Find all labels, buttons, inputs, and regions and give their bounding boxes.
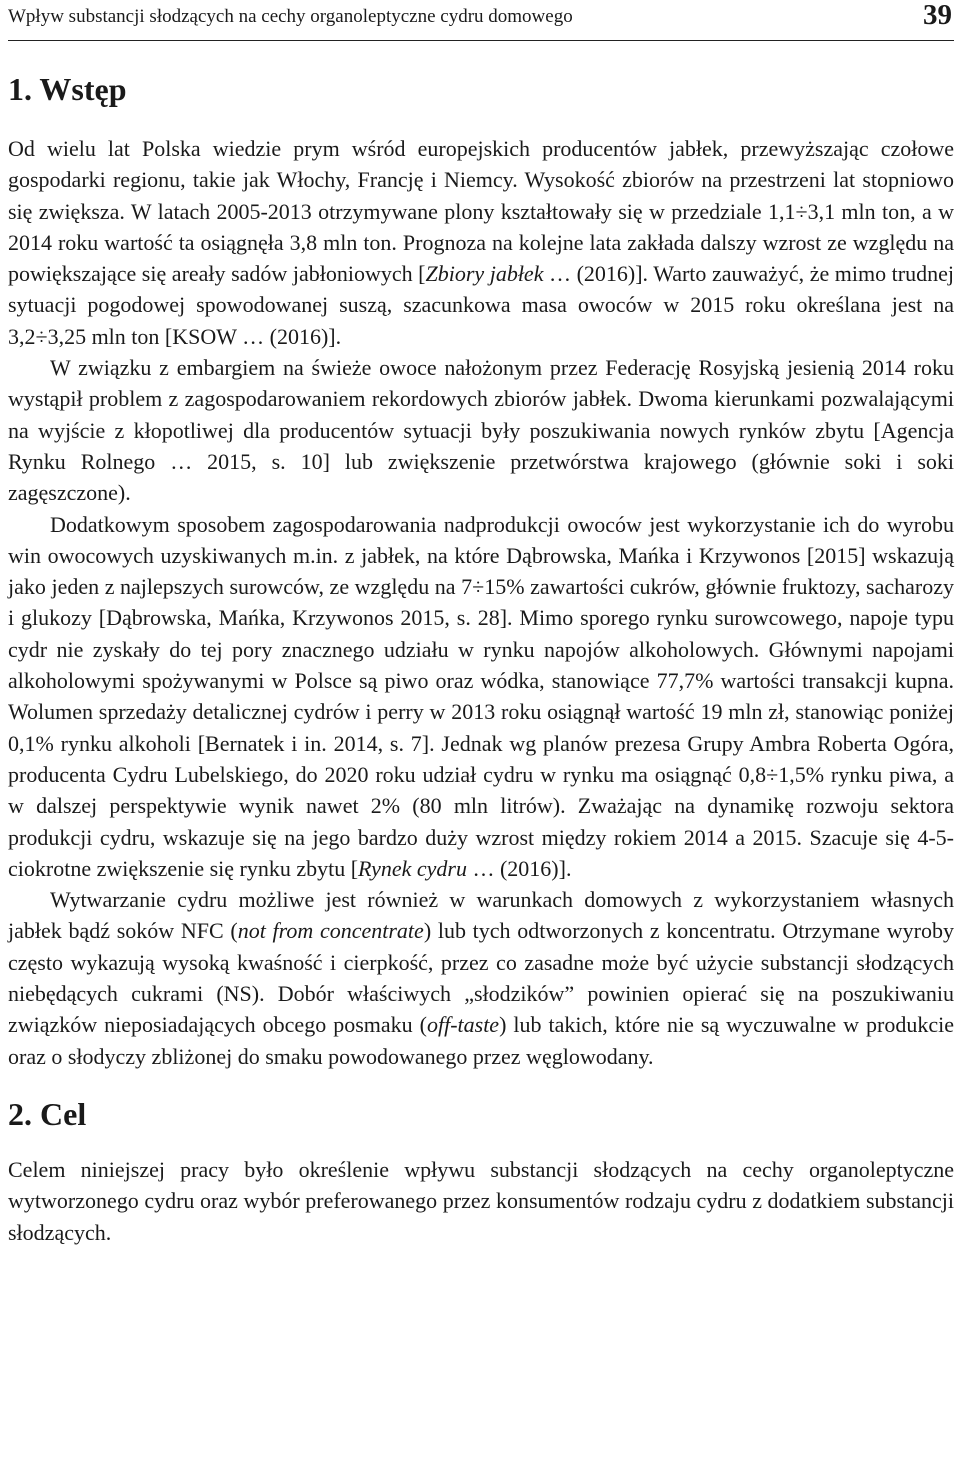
paragraph-introduction-2: W związku z embargiem na świeże owoce nałożonym przez Federację Rosyjską jesienią 2014 roku wystąpił problem z zagospodarowaniem rekordowych zbiorów jabłek. Dwoma kierunkami pozwalającymi na wyjście z kłopotliwej dla producentów sytuacji były poszukiwania nowych rynków zbytu [Agencja Rynku Rolnego … 2015, s. 10] lub zwiększenie przetwórstwa krajowego (głównie soki i soki zagęszczone). [8,355,954,506]
paragraph-text: ) lub takich, które nie są wyczuwalne w produkcie oraz o słodyczy zbliżonej do smaku powodowanego przez węglowodany. [8,1012,954,1069]
paragraph-text: Wytwarzanie cydru możliwe jest również w warunkach domowych z wykorzystaniem własnych jabłek bądź soków NFC ( [8,887,954,944]
paragraph-text: Od wielu lat Polska wiedzie prym wśród europejskich producentów jabłek, przewyższając czołowe gospodarki regionu, takie jak Włochy, Francję i Niemcy. Wysokość zbiorów na przestrzeni lat stopniowo się zwiększa. W latach 2005-2013 otrzymywane plony kształtowały się w przedziale 1,1÷3,1 mln ton, a w 2014 roku wartość ta osiągnęła 3,8 mln ton. Prognoza na kolejne lata zakłada dalszy wzrost ze względu na powiększające się areały sadów jabłoniowych [ [8,136,954,287]
paragraph-text: … (2016)]. [466,855,572,881]
term-italic: off-taste [426,1012,500,1038]
paragraph-aim: Celem niniejszej pracy było określenie wpływu substancji słodzących na cechy organoleptyczne wytworzonego cydru oraz wybór preferowanego przez konsumentów rodzaju cydru z dodatkiem substancji słodzących. [8,1156,954,1245]
paragraph-introduction-4 [8,884,954,1072]
citation-italic: Zbiory jabłek [425,261,544,287]
term-italic: not from concentrate [237,918,424,944]
citation-italic: Rynek cydru [358,855,467,881]
running-title: Wpływ substancji słodzących na cechy organoleptyczne cydru domowego [8,6,573,27]
section-heading-aim: 2. Cel [8,1095,87,1132]
paragraph-text: ) lub tych odtworzonych z koncentratu. Otrzymane wyroby często wykazują wysoką kwaśność i cierpkość, przez co zasadne może być użycie substancji słodzących niebędących cukrami (NS). Dobór właściwych „słodzików” powinien opierać się na poszukiwaniu związków nieposiadających obcego posmaku ( [8,918,954,1038]
paragraph-introduction-3 [8,509,954,885]
paragraph-text: … (2016)]. Warto zauważyć, że mimo trudnej sytuacji pogodowej spowodowanej suszą, szacunkowa masa owoców w 2015 roku określana jest na 3,2÷3,25 mln ton [KSOW … (2016)]. [8,261,954,349]
section-heading-introduction: 1. Wstęp [8,71,127,107]
page-number: 39 [923,0,952,31]
running-header [8,0,954,41]
paragraph-introduction-1 [8,133,954,352]
paragraph-text: Dodatkowym sposobem zagospodarowania nadprodukcji owoców jest wykorzystanie ich do wyrobu win owocowych uzyskiwanych m.in. z jabłek, na które Dąbrowska, Mańka i Krzywonos [2015] wskazują jako jeden z najlepszych surowców, ze względu na 7÷15% zawartości cukrów, głównie fruktozy, sacharozy i glukozy [Dąbrowska, Mańka, Krzywonos 2015, s. 28]. Mimo sporego rynku surowcowego, napoje typu cydr nie zyskały do tej pory znacznego udziału w rynku napojów alkoholowych. Głównymi napojami alkoholowymi spożywanymi w Polsce są piwo oraz wódka, stanowiące 77,7% wartości transakcji kupna. Wolumen sprzedaży detalicznej cydrów i perry w 2013 roku osiągnął wartość 19 mln zł, stanowiąc poniżej 0,1% rynku alkoholi [Bernatek i in. 2014, s. 7]. Jednak wg planów prezesa Grupy Ambra Roberta Ogóra, producenta Cydru Lubelskiego, do 2020 roku udział cydru w rynku ma osiągnąć 0,8÷1,5% rynku piwa, a w dalszej perspektywie wynik nawet 2% (80 mln litrów). Zważając na dynamikę rozwoju sektora produkcji cydru, wskazuje się na jego bardzo duży wzrost między rokiem 2014 a 2015. Szacuje się 4-5-ciokrotne zwiększenie się rynku zbytu [ [8,511,954,881]
